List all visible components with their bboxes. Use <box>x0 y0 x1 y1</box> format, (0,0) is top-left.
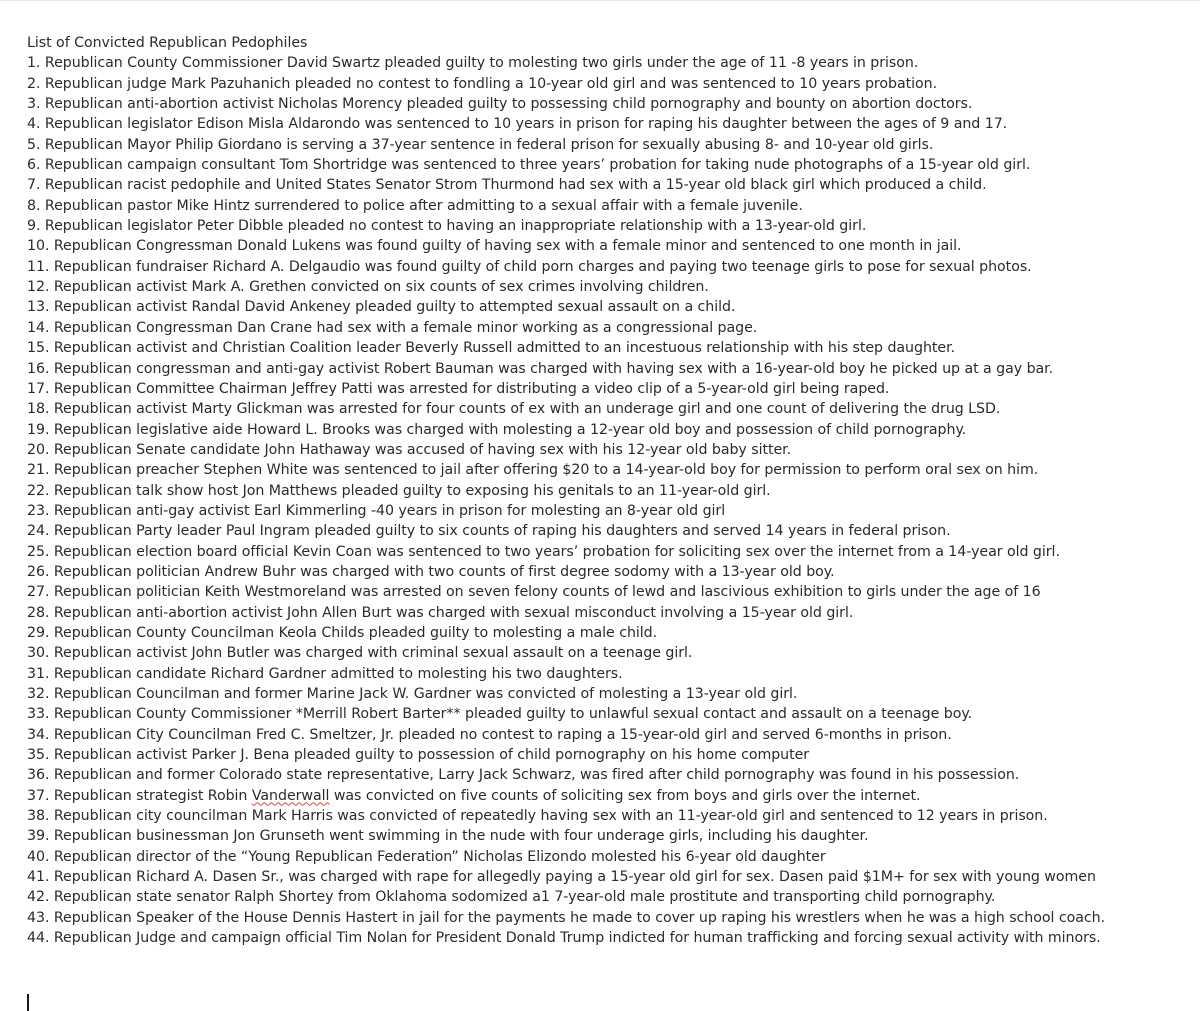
list-item: 11. Republican fundraiser Richard A. Delgaudio was found guilty of child porn charges and paying two teenage girls to pose for sexual photos. <box>27 258 1032 275</box>
list-item: 18. Republican activist Marty Glickman was arrested for four counts of ex with an underage girl and one count of delivering the drug LSD. <box>27 401 1001 418</box>
list-item: 30. Republican activist John Butler was charged with criminal sexual assault on a teenage girl. <box>27 645 693 662</box>
list-item: 16. Republican congressman and anti-gay activist Robert Bauman was charged with having sex with a 16-year-old boy he picked up at a gay bar. <box>27 360 1054 377</box>
list-item: 32. Republican Councilman and former Marine Jack W. Gardner was convicted of molesting a 13-year old girl. <box>27 686 798 702</box>
list-item: 35. Republican activist Parker J. Bena pleaded guilty to possession of child pornography on his home computer <box>27 747 810 764</box>
list-item: 21. Republican preacher Stephen White was sentenced to jail after offering $20 to a 14-year-old boy for permission to perform oral sex on him. <box>27 462 1039 479</box>
list-item: 28. Republican anti-abortion activist John Allen Burt was charged with sexual misconduct involving a 15-year old girl. <box>27 604 854 621</box>
text-cursor <box>27 994 29 1011</box>
list-item: 31. Republican candidate Richard Gardner admitted to molesting his two daughters. <box>27 665 623 682</box>
list-item: 41. Republican Richard A. Dasen Sr., was charged with rape for allegedly paying a 15-year old girl for sex. Dasen paid $1M+ for sex with young women <box>27 869 1096 886</box>
list-item: 13. Republican activist Randal David Ankeney pleaded guilty to attempted sexual assault on a child. <box>27 299 736 316</box>
spellcheck-flagged-word[interactable]: Vanderwall <box>251 787 330 804</box>
list-item: 8. Republican pastor Mike Hintz surrendered to police after admitting to a sexual affair with a female juvenile. <box>27 197 803 214</box>
list-item-text: 37. Republican strategist Robin <box>27 787 252 804</box>
top-divider <box>0 0 1200 1</box>
list-item: 24. Republican Party leader Paul Ingram pleaded guilty to six counts of raping his daughters and served 14 years in federal prison. <box>27 523 951 540</box>
list-item: 22. Republican talk show host Jon Matthews pleaded guilty to exposing his genitals to an 11-year-old girl. <box>27 482 771 499</box>
list-item: 44. Republican Judge and campaign official Tim Nolan for President Donald Trump indicted for human trafficking and forcing sexual activity with minors. <box>27 930 1101 947</box>
list-item: 15. Republican activist and Christian Coalition leader Beverly Russell admitted to an incestuous relationship with his step daughter. <box>27 340 956 357</box>
list-item: 40. Republican director of the “Young Republican Federation” Nicholas Elizondo molested his 6-year old daughter <box>27 848 826 865</box>
document-body[interactable] <box>27 33 1192 948</box>
list-item: 43. Republican Speaker of the House Dennis Hastert in jail for the payments he made to cover up raping his wrestlers when he was a high school coach. <box>27 909 1106 926</box>
list-item: 27. Republican politician Keith Westmoreland was arrested on seven felony counts of lewd and lascivious exhibition to girls under the age of 16 <box>27 584 1041 601</box>
list-item: 29. Republican County Councilman Keola Childs pleaded guilty to molesting a male child. <box>27 624 658 641</box>
list-item: 4. Republican legislator Edison Misla Aldarondo was sentenced to 10 years in prison for raping his daughter between the ages of 9 and 17. <box>27 116 1008 133</box>
list-item <box>27 786 1192 806</box>
list-item: 5. Republican Mayor Philip Giordano is serving a 37-year sentence in federal prison for sexually abusing 8- and 10-year old girls. <box>27 136 934 153</box>
list-item: 36. Republican and former Colorado state representative, Larry Jack Schwarz, was fired after child pornography was found in his possession. <box>27 767 1020 784</box>
list-item: 6. Republican campaign consultant Tom Shortridge was sentenced to three years’ probation for taking nude photographs of a 15-year old girl. <box>27 157 1031 174</box>
list-item: 25. Republican election board official Kevin Coan was sentenced to two years’ probation for soliciting sex over the internet from a 14-year old girl. <box>27 543 1060 560</box>
list-item: 7. Republican racist pedophile and United States Senator Strom Thurmond had sex with a 15-year old black girl which produced a child. <box>27 177 987 194</box>
list-item: 10. Republican Congressman Donald Lukens was found guilty of having sex with a female minor and sentenced to one month in jail. <box>27 238 962 255</box>
list-item: 38. Republican city councilman Mark Harris was convicted of repeatedly having sex with an 11-year-old girl and sentenced to 12 years in prison. <box>27 808 1048 825</box>
list-item: 20. Republican Senate candidate John Hathaway was accused of having sex with his 12-year old baby sitter. <box>27 441 792 458</box>
list-item: 26. Republican politician Andrew Buhr was charged with two counts of first degree sodomy with a 13-year old boy. <box>27 563 835 580</box>
list-item: 42. Republican state senator Ralph Shortey from Oklahoma sodomized a1 7-year-old male prostitute and transporting child pornography. <box>27 889 996 906</box>
list-item: 34. Republican City Councilman Fred C. Smeltzer, Jr. pleaded no contest to raping a 15-year-old girl and served 6-months in prison. <box>27 726 952 743</box>
list-item: 19. Republican legislative aide Howard L. Brooks was charged with molesting a 12-year old boy and possession of child pornography. <box>27 421 967 438</box>
list-item-text: was convicted on five counts of soliciting sex from boys and girls over the internet. <box>329 787 921 804</box>
list-item: 1. Republican County Commissioner David Swartz pleaded guilty to molesting two girls under the age of 11 -8 years in prison. <box>27 55 919 72</box>
list-item: 3. Republican anti-abortion activist Nicholas Morency pleaded guilty to possessing child pornography and bounty on abortion doctors. <box>27 96 973 113</box>
list-item: 14. Republican Congressman Dan Crane had sex with a female minor working as a congressional page. <box>27 319 758 336</box>
list-item: 33. Republican County Commissioner *Merrill Robert Barter** pleaded guilty to unlawful sexual contact and assault on a teenage boy. <box>27 706 973 723</box>
list-item: 23. Republican anti-gay activist Earl Kimmerling -40 years in prison for molesting an 8-year old girl <box>27 502 726 519</box>
list-item: 12. Republican activist Mark A. Grethen convicted on six counts of sex crimes involving children. <box>27 279 709 296</box>
list-item: 2. Republican judge Mark Pazuhanich pleaded no contest to fondling a 10-year old girl and was sentenced to 10 years probation. <box>27 75 938 92</box>
list-item: 17. Republican Committee Chairman Jeffrey Patti was arrested for distributing a video clip of a 5-year-old girl being raped. <box>27 380 890 397</box>
document-title: List of Convicted Republican Pedophiles <box>27 35 308 51</box>
list-item: 9. Republican legislator Peter Dibble pleaded no contest to having an inappropriate relationship with a 13-year-old girl. <box>27 218 867 235</box>
list-item: 39. Republican businessman Jon Grunseth went swimming in the nude with four underage girls, including his daughter. <box>27 828 869 845</box>
